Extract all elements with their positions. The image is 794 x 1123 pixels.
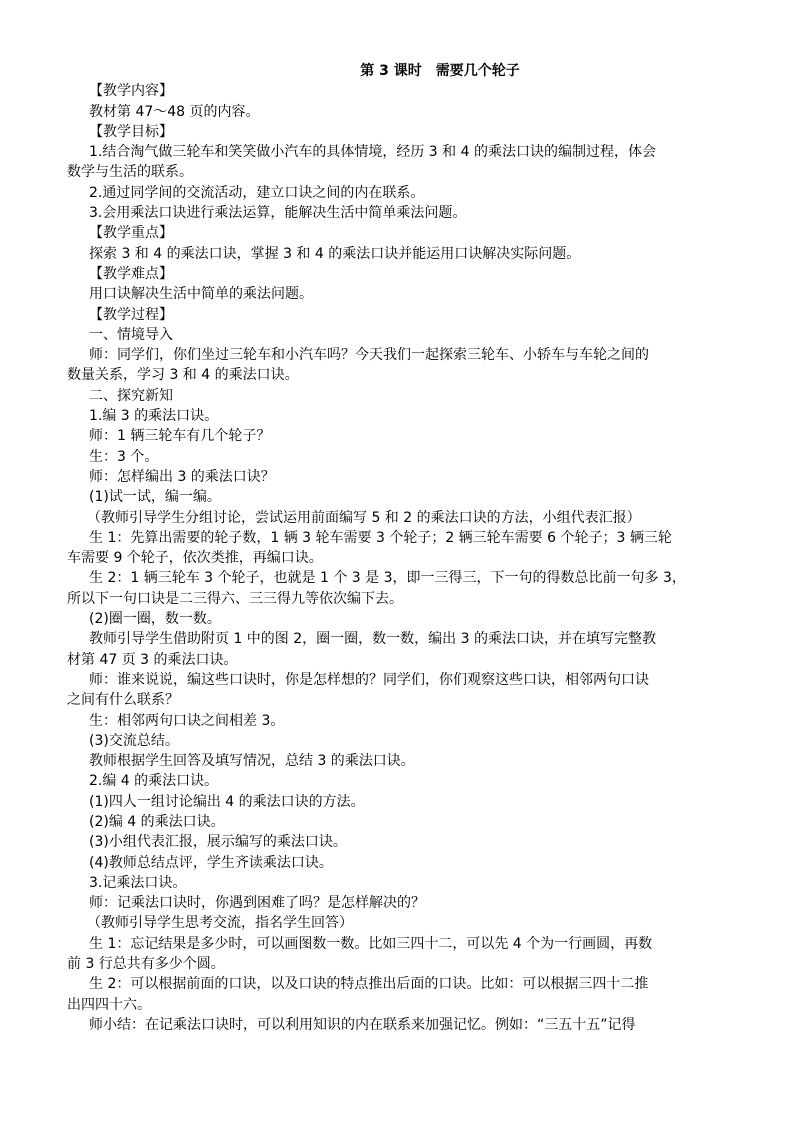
text-line: 生：相邻两句口诀之间相差 3。 [89, 712, 285, 729]
text-line: (2)圈一圈，数一数。 [89, 611, 221, 628]
text-line: 数学与生活的联系。 [67, 164, 193, 181]
text-line: 生 1：先算出需要的轮子数，1 辆 3 轮车需要 3 个轮子；2 辆三轮车需要 6 个轮子；3 辆三轮 [89, 529, 672, 546]
text-line: 2.编 4 的乘法口诀。 [89, 773, 219, 790]
text-line: 师：同学们，你们坐过三轮车和小汽车吗？今天我们一起探索三轮车、小轿车与车轮之间的 [89, 347, 649, 364]
document-body [67, 81, 731, 1035]
text-line: (4)教师总结点评，学生齐读乘法口诀。 [89, 854, 333, 871]
text-line: 【教学内容】 [89, 83, 173, 100]
text-line: (1)四人一组讨论编出 4 的乘法口诀的方法。 [89, 793, 365, 810]
text-line: 【教学重点】 [89, 225, 173, 242]
text-line: 所以下一句口诀是二三得六、三三得九等依次编下去。 [67, 590, 403, 607]
text-line: 教师引导学生借助附页 1 中的图 2，圈一圈，数一数，编出 3 的乘法口诀，并在填写完整教 [89, 631, 656, 648]
text-line: 出四四十六。 [67, 996, 151, 1013]
text-line: 【教学目标】 [89, 123, 173, 140]
text-line: 前 3 行总共有多少个圆。 [67, 956, 225, 973]
text-line: 一、情境导入 [89, 326, 173, 343]
text-line: 【教学难点】 [89, 265, 173, 282]
text-line: 师：1 辆三轮车有几个轮子？ [89, 428, 271, 445]
text-line: 3.会用乘法口诀进行乘法运算，能解决生活中简单乘法问题。 [89, 205, 467, 222]
text-line: （教师引导学生分组讨论，尝试运用前面编写 5 和 2 的乘法口诀的方法，小组代表汇报） [87, 509, 641, 526]
text-line: 之间有什么联系？ [67, 692, 179, 709]
text-line: 生 2：1 辆三轮车 3 个轮子，也就是 1 个 3 是 3，即一三得三，下一句的得数总比前一句多 3， [89, 570, 686, 587]
text-line: 探索 3 和 4 的乘法口诀，掌握 3 和 4 的乘法口诀并能运用口诀解决实际问题。 [89, 245, 581, 262]
text-line: 生 1：忘记结果是多少时，可以画图数一数。比如三四十二，可以先 4 个为一行画圆，再数 [89, 935, 653, 952]
text-line: (1)试一试，编一编。 [89, 489, 221, 506]
text-line: （教师引导学生思考交流，指名学生回答） [87, 915, 353, 932]
text-line: 1.编 3 的乘法口诀。 [89, 408, 219, 425]
text-line: 生：3 个。 [89, 448, 159, 465]
document-page [67, 61, 731, 1035]
text-line: 用口诀解决生活中简单的乘法问题。 [89, 286, 313, 303]
text-line: (2)编 4 的乘法口诀。 [89, 813, 225, 830]
text-line: 【教学过程】 [89, 306, 173, 323]
text-line: 教师根据学生回答及填写情况，总结 3 的乘法口诀。 [89, 753, 415, 770]
text-line: 1.结合淘气做三轮车和笑笑做小汽车的具体情境，经历 3 和 4 的乘法口诀的编制过程，体会 [89, 144, 656, 161]
lesson-title: 第 3 课时 需要几个轮子 [360, 63, 520, 79]
text-line: (3)交流总结。 [89, 732, 179, 749]
text-line: 3.记乘法口诀。 [89, 874, 187, 891]
text-line: 师小结：在记乘法口诀时，可以利用知识的内在联系来加强记忆。例如：“三五十五”记得 [89, 1016, 636, 1033]
text-line: 师：谁来说说，编这些口诀时，你是怎样想的？同学们，你们观察这些口诀，相邻两句口诀 [89, 671, 649, 688]
text-line: 材第 47 页 3 的乘法口诀。 [67, 651, 238, 668]
text-line: 二、探究新知 [89, 387, 173, 404]
text-line: 数量关系，学习 3 和 4 的乘法口诀。 [67, 367, 299, 384]
text-line: 师：怎样编出 3 的乘法口诀？ [89, 468, 275, 485]
text-line: 师：记乘法口诀时，你遇到困难了吗？是怎样解决的？ [89, 895, 425, 912]
text-line: 2.通过同学间的交流活动，建立口诀之间的内在联系。 [89, 184, 425, 201]
text-line: 教材第 47～48 页的内容。 [89, 103, 260, 120]
text-line: 车需要 9 个轮子，依次类推，再编口诀。 [67, 550, 323, 567]
text-line: (3)小组代表汇报，展示编写的乘法口诀。 [89, 834, 347, 851]
text-line: 生 2：可以根据前面的口诀，以及口诀的特点推出后面的口诀。比如：可以根据三四十二推 [89, 976, 649, 993]
